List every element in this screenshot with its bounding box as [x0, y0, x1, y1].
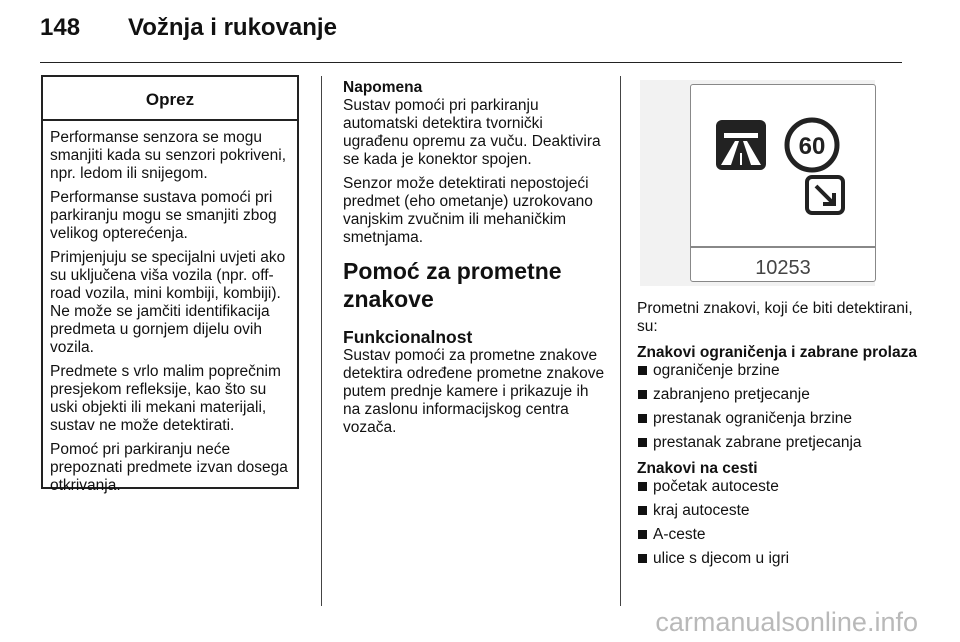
- column-divider-left: [321, 76, 322, 606]
- restrictions-list: [637, 362, 927, 452]
- road-signs-list: [637, 478, 927, 568]
- bullet-icon: [638, 530, 647, 539]
- header-divider: [40, 62, 902, 63]
- page-title: Vožnja i rukovanje: [128, 14, 337, 41]
- subsection-heading: Funkcionalnost: [343, 327, 473, 347]
- bullet-icon: [638, 506, 647, 515]
- caution-body: [43, 121, 297, 495]
- list-item: prestanak zabrane pretjecanja: [637, 434, 927, 452]
- list-item: ulice s djecom u igri: [637, 550, 927, 568]
- group-heading-restrictions: Znakovi ograničenja i zabrane prolaza: [637, 344, 917, 361]
- page-number: 148: [40, 14, 81, 41]
- speed-limit-value: 60: [798, 133, 826, 160]
- bullet-icon: [638, 482, 647, 491]
- bullet-icon: [638, 390, 647, 399]
- note-paragraph: Sustav pomoći pri parkiranju automatski detektira tvornički ugrađenu opremu za vuču. Deaktivira se kada je konektor spojen.: [343, 97, 601, 168]
- traffic-sign-figure: [640, 80, 875, 286]
- display-divider: [691, 246, 875, 248]
- bullet-icon: [638, 414, 647, 423]
- list-item: početak autoceste: [637, 478, 927, 496]
- motorway-sign-icon: [716, 120, 766, 170]
- note-title: Napomena: [343, 79, 423, 96]
- caution-paragraph: Performanse sustava pomoći pri parkiranju mogu se smanjiti zbog velikog opterećenja.: [50, 189, 277, 242]
- section-paragraph: Sustav pomoći za prometne znakove detektira određene prometne znakove putem prednje kamere i prikazuje ih na zaslonu informacijskog centra vozača.: [343, 347, 605, 436]
- middle-column: [343, 79, 608, 443]
- list-item: kraj autoceste: [637, 502, 927, 520]
- bullet-icon: [638, 366, 647, 375]
- bullet-icon: [638, 554, 647, 563]
- list-item: ograničenje brzine: [637, 362, 927, 380]
- group-heading-road-signs: Znakovi na cesti: [637, 460, 758, 477]
- caution-paragraph: Primjenjuju se specijalni uvjeti ako su uključena viša vozila (npr. off-road vozila, mini kombiji, kombiji). Ne može se jamčiti identifikacija predmeta u gornjem dijelu ovih vozila.: [50, 249, 286, 356]
- caution-box: [41, 75, 299, 494]
- caution-title: Oprez: [43, 77, 297, 121]
- caution-paragraph: Performanse senzora se mogu smanjiti kada su senzori pokriveni, npr. ledom ili snijegom.: [50, 129, 287, 182]
- bullet-icon: [638, 438, 647, 447]
- right-column: [637, 300, 927, 574]
- arrow-down-right-icon: [807, 177, 843, 213]
- list-item: prestanak ograničenja brzine: [637, 410, 927, 428]
- detected-intro: Prometni znakovi, koji će biti detektirani, su:: [637, 300, 913, 335]
- list-item: zabranjeno pretjecanje: [637, 386, 927, 404]
- driver-info-display: [690, 84, 876, 282]
- column-divider-right: [620, 76, 621, 606]
- sign-icons: [691, 85, 874, 245]
- section-heading: Pomoć za prometne znakove: [343, 258, 562, 312]
- caution-paragraph: Predmete s vrlo malim poprečnim presjekom refleksije, kao što su uski objekti ili mekani materijali, sustav ne može detektirati.: [50, 363, 281, 434]
- note-paragraph: Senzor može detektirati nepostojeći predmet (eho ometanje) uzrokovano vanjskim zvučnim ili mehaničkim smetnjama.: [343, 175, 593, 246]
- watermark: carmanualsonline.info: [655, 607, 918, 637]
- figure-code: 10253: [755, 257, 811, 279]
- list-item: A-ceste: [637, 526, 927, 544]
- caution-paragraph: Pomoć pri parkiranju neće prepoznati predmete izvan dosega otkrivanja.: [50, 441, 288, 494]
